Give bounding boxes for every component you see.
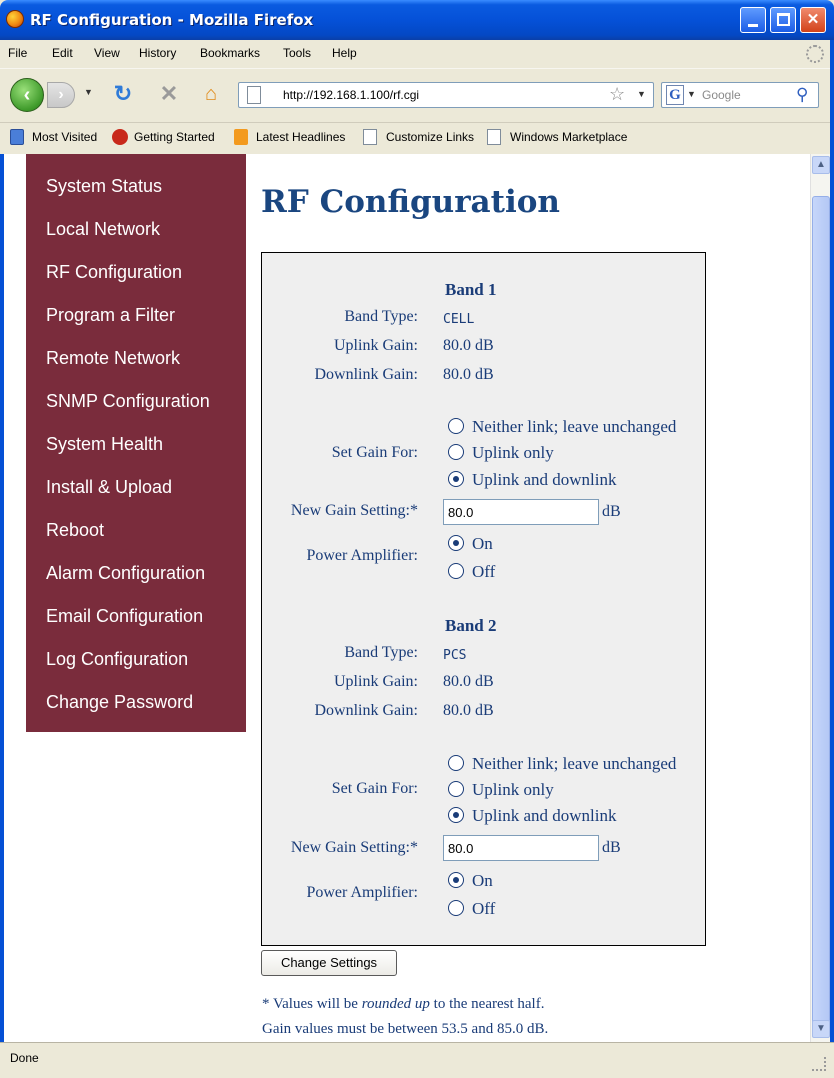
sidebar-item-rf-configuration[interactable]: RF Configuration — [46, 262, 183, 282]
bookmark-windows-marketplace[interactable]: Windows Marketplace — [510, 130, 628, 144]
band-1-gain-uplink-radio[interactable] — [448, 444, 464, 460]
search-engine-dropdown-icon[interactable]: ▼ — [687, 89, 696, 99]
navigation-toolbar — [0, 68, 834, 120]
band-1-gain-neither-label[interactable]: Neither link; leave unchanged — [472, 417, 677, 436]
band-1-type-value: CELL — [443, 312, 475, 327]
band-2-downlink-gain-label: Downlink Gain: — [314, 702, 418, 719]
band-2-type-label: Band Type: — [344, 644, 418, 661]
sidebar-item-snmp-configuration[interactable]: SNMP Configuration — [46, 391, 210, 411]
scroll-thumb[interactable] — [812, 196, 830, 1036]
band-2-pa-on-radio[interactable] — [448, 872, 464, 888]
minimize-button[interactable] — [740, 7, 766, 33]
url-dropdown-icon[interactable]: ▼ — [637, 89, 646, 99]
sidebar-item-system-health[interactable]: System Health — [46, 434, 164, 454]
band-1-uplink-gain-value: 80.0 dB — [443, 337, 494, 354]
status-bar — [0, 1042, 834, 1078]
back-button[interactable] — [10, 78, 44, 112]
sidebar-item-log-configuration[interactable]: Log Configuration — [46, 649, 189, 669]
throbber-icon — [806, 45, 824, 63]
band-1-gain-both-radio[interactable] — [448, 471, 464, 487]
band-1-pa-on-label[interactable]: On — [472, 534, 493, 553]
search-input[interactable]: Google — [702, 88, 741, 102]
band-2-uplink-gain-label: Uplink Gain: — [334, 673, 418, 690]
band-1-uplink-gain-label: Uplink Gain: — [334, 337, 418, 354]
search-icon[interactable]: ⚲ — [796, 85, 809, 104]
windows-marketplace-icon — [487, 129, 501, 145]
search-bar[interactable] — [661, 82, 819, 108]
band-2-gain-uplink-label[interactable]: Uplink only — [472, 780, 554, 799]
rounding-note-prefix: * Values will be — [262, 996, 362, 1012]
band-2-pa-on-label[interactable]: On — [472, 871, 493, 890]
band-1-pa-off-radio[interactable] — [448, 563, 464, 579]
history-dropdown-icon[interactable]: ▼ — [84, 87, 93, 97]
menu-tools[interactable]: Tools — [283, 46, 312, 60]
google-icon[interactable]: G — [666, 85, 684, 105]
forward-arrow-icon: › — [58, 86, 64, 103]
menu-help[interactable]: Help — [332, 46, 357, 60]
bookmark-getting-started[interactable]: Getting Started — [134, 130, 215, 144]
band-2-type-value: PCS — [443, 648, 467, 663]
band-2-downlink-gain-value: 80.0 dB — [443, 702, 494, 719]
band-2-gain-neither-label[interactable]: Neither link; leave unchanged — [472, 754, 677, 773]
menu-file[interactable]: File — [8, 46, 28, 60]
band-1-set-gain-for-label: Set Gain For: — [331, 444, 418, 461]
band-2-set-gain-for-label: Set Gain For: — [331, 780, 418, 797]
status-text: Done — [10, 1051, 39, 1065]
customize-links-icon — [363, 129, 377, 145]
forward-button[interactable] — [47, 82, 75, 108]
band-1-power-amplifier-label: Power Amplifier: — [306, 547, 418, 564]
page-icon — [247, 86, 261, 104]
bookmark-latest-headlines[interactable]: Latest Headlines — [256, 130, 346, 144]
band-2-pa-off-radio[interactable] — [448, 900, 464, 916]
maximize-button[interactable] — [770, 7, 796, 33]
band-2-gain-neither-radio[interactable] — [448, 755, 464, 771]
menu-bookmarks[interactable]: Bookmarks — [200, 46, 261, 60]
sidebar-item-alarm-configuration[interactable]: Alarm Configuration — [46, 563, 206, 583]
window-title: RF Configuration - Mozilla Firefox — [30, 11, 314, 29]
rounding-note-emphasis: rounded up — [361, 996, 430, 1012]
band-2-gain-both-radio[interactable] — [448, 807, 464, 823]
sidebar-nav — [26, 154, 246, 732]
sidebar-item-install-upload[interactable]: Install & Upload — [46, 477, 173, 497]
band-2-gain-unit: dB — [602, 839, 621, 856]
gain-range-note: Gain values must be between 53.5 and 85.0 dB. — [262, 1021, 549, 1037]
bookmark-star-icon[interactable]: ☆ — [609, 84, 626, 104]
maximize-icon — [777, 13, 790, 26]
back-arrow-icon: ‹ — [23, 84, 31, 106]
band-2-gain-uplink-radio[interactable] — [448, 781, 464, 797]
band-1-pa-off-label[interactable]: Off — [472, 562, 496, 581]
band-1-downlink-gain-value: 80.0 dB — [443, 366, 494, 383]
band-1-downlink-gain-label: Downlink Gain: — [314, 366, 418, 383]
menu-edit[interactable]: Edit — [52, 46, 73, 60]
band-1-pa-on-radio[interactable] — [448, 535, 464, 551]
scroll-up-icon[interactable]: ▲ — [812, 156, 830, 174]
band-1-new-gain-input[interactable] — [443, 499, 599, 525]
resize-grip-icon[interactable] — [812, 1057, 826, 1071]
band-1-gain-uplink-label[interactable]: Uplink only — [472, 443, 554, 462]
sidebar-item-system-status[interactable]: System Status — [46, 176, 163, 196]
menu-view[interactable]: View — [94, 46, 120, 60]
getting-started-icon — [112, 129, 128, 145]
rss-feed-icon — [234, 129, 248, 145]
menu-history[interactable]: History — [139, 46, 177, 60]
band-2-gain-both-label[interactable]: Uplink and downlink — [472, 806, 617, 825]
sidebar-item-remote-network[interactable]: Remote Network — [46, 348, 181, 368]
window-titlebar[interactable] — [0, 0, 834, 40]
home-icon[interactable]: ⌂ — [204, 83, 218, 105]
reload-icon[interactable]: ↻ — [113, 81, 133, 106]
url-text[interactable]: http://192.168.1.100/rf.cgi — [283, 88, 420, 102]
band-2-heading: Band 2 — [445, 616, 497, 635]
sidebar-item-reboot[interactable]: Reboot — [46, 520, 105, 540]
band-2-power-amplifier-label: Power Amplifier: — [306, 884, 418, 901]
page-viewport — [0, 154, 810, 1042]
band-1-gain-neither-radio[interactable] — [448, 418, 464, 434]
band-1-new-gain-label: New Gain Setting:* — [290, 502, 418, 519]
band-1-heading: Band 1 — [445, 280, 497, 299]
bookmark-most-visited[interactable]: Most Visited — [32, 130, 98, 144]
url-bar[interactable] — [238, 82, 654, 108]
band-2-new-gain-label: New Gain Setting:* — [290, 839, 418, 856]
bookmarks-toolbar — [0, 122, 834, 152]
most-visited-icon — [10, 129, 24, 145]
menubar — [0, 40, 834, 68]
close-icon: ✕ — [806, 11, 820, 28]
window-frame-right — [830, 40, 834, 1078]
minimize-icon — [748, 24, 758, 27]
band-2-new-gain-input[interactable] — [443, 835, 599, 861]
sidebar-item-email-configuration[interactable]: Email Configuration — [46, 606, 204, 626]
change-settings-button[interactable]: Change Settings — [261, 950, 397, 976]
firefox-icon — [6, 10, 24, 28]
rounding-note — [262, 996, 544, 1013]
sidebar-item-program-a-filter[interactable]: Program a Filter — [46, 305, 176, 325]
rounding-note-suffix: to the nearest half. — [429, 996, 545, 1012]
sidebar-item-local-network[interactable]: Local Network — [46, 219, 161, 239]
band-1-type-label: Band Type: — [344, 308, 418, 325]
band-2-pa-off-label[interactable]: Off — [472, 899, 496, 918]
stop-icon[interactable]: ✕ — [159, 81, 179, 106]
sidebar-item-change-password[interactable]: Change Password — [46, 692, 194, 712]
close-button[interactable] — [800, 7, 826, 33]
scroll-down-icon[interactable]: ▼ — [812, 1020, 830, 1038]
bookmark-customize-links[interactable]: Customize Links — [386, 130, 475, 144]
band-2-uplink-gain-value: 80.0 dB — [443, 673, 494, 690]
vertical-scrollbar[interactable] — [810, 154, 830, 1042]
band-1-gain-both-label[interactable]: Uplink and downlink — [472, 470, 617, 489]
page-title: RF Configuration — [261, 184, 560, 220]
band-1-gain-unit: dB — [602, 503, 621, 520]
